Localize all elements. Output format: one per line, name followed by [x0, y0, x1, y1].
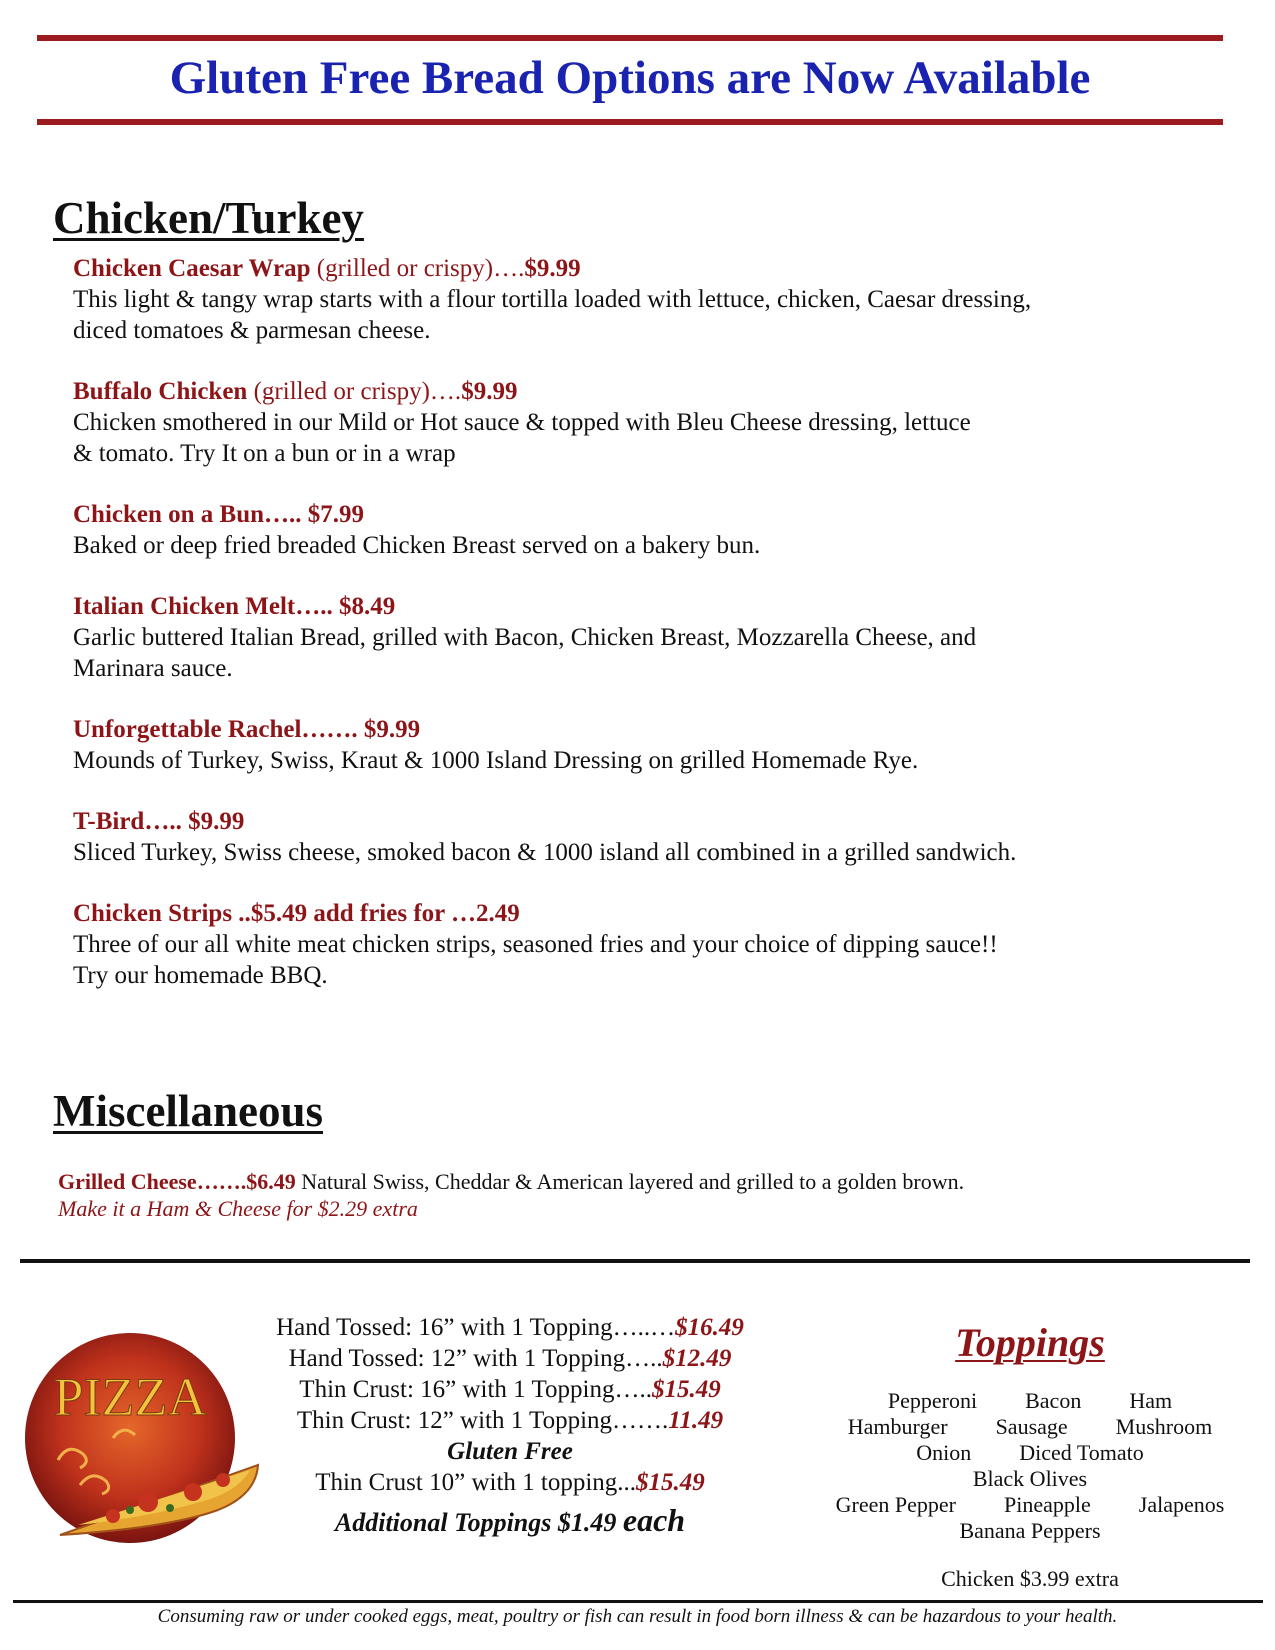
menu-item-description-line: Try our homemade BBQ.: [73, 962, 328, 989]
menu-item-heading: [73, 499, 1223, 530]
menu-item-heading: [73, 806, 1223, 837]
pizza-price-line: [205, 1343, 815, 1374]
toppings-panel: [810, 1318, 1250, 1592]
toppings-row: [810, 1440, 1250, 1466]
menu-item-description-line: Chicken smothered in our Mild or Hot sauce & topped with Bleu Cheese dressing, lettuce: [73, 409, 971, 436]
pizza-price-text: Thin Crust: 12” with 1 Topping…….: [296, 1407, 669, 1434]
misc-item-name: Grilled Cheese…….$6.49: [58, 1169, 296, 1194]
menu-item: [73, 591, 1223, 684]
additional-toppings-line: [205, 1498, 815, 1545]
menu-item: [73, 499, 1223, 561]
menu-item-heading: [73, 376, 1223, 407]
menu-item-name: Italian Chicken Melt…..: [73, 593, 339, 620]
pizza-price-line: [205, 1374, 815, 1405]
pizza-price-line: [205, 1312, 815, 1343]
pizza-price-amount: $15.49: [651, 1376, 721, 1403]
menu-item-name: Buffalo Chicken: [73, 378, 248, 405]
topping-item: Mushroom: [1115, 1414, 1213, 1439]
pizza-price-amount: 11.49: [668, 1407, 724, 1434]
menu-item-name: T-Bird…..: [73, 808, 189, 835]
gluten-free-price-amount: $15.49: [636, 1469, 705, 1496]
menu-item-heading: [73, 714, 1223, 745]
toppings-row: [810, 1388, 1250, 1414]
menu-item-description-line: This light & tangy wrap starts with a flour tortilla loaded with lettuce, chicken, Caesar dressing,: [73, 286, 1032, 313]
gluten-free-price-text: Thin Crust 10” with 1 topping...: [315, 1469, 637, 1496]
topping-item: Onion: [916, 1440, 972, 1465]
misc-item: [58, 1168, 1208, 1222]
topping-item: Pineapple: [1004, 1492, 1091, 1517]
toppings-list: [810, 1388, 1250, 1544]
menu-item-price: $9.99: [363, 716, 421, 743]
menu-item-description-line: Mounds of Turkey, Swiss, Kraut & 1000 Island Dressing on grilled Homemade Rye.: [73, 747, 919, 774]
footer-divider-rule: [13, 1600, 1263, 1603]
toppings-row: [810, 1466, 1250, 1492]
topping-item: Banana Peppers: [959, 1518, 1101, 1543]
menu-item-price: $8.49: [338, 593, 396, 620]
menu-item: [73, 714, 1223, 776]
topping-item: Bacon: [1025, 1388, 1082, 1413]
menu-item-name: Chicken Strips ..: [73, 900, 251, 927]
menu-item-price: $9.99: [461, 378, 518, 405]
misc-item-description: Natural Swiss, Cheddar & American layered and grilled to a golden brown.: [295, 1169, 965, 1194]
topping-item: Green Pepper: [835, 1492, 957, 1517]
banner-top-rule: [37, 35, 1223, 41]
topping-item: Ham: [1129, 1388, 1173, 1413]
menu-item-modifier: (grilled or crispy)….: [247, 378, 462, 405]
toppings-row: [810, 1518, 1250, 1544]
pizza-price-text: Hand Tossed: 16” with 1 Topping…..…: [276, 1314, 676, 1341]
section-title-chicken-turkey: Chicken/Turkey: [53, 193, 364, 243]
menu-item-modifier: (grilled or crispy)….: [310, 255, 525, 282]
topping-item: Diced Tomato: [1019, 1440, 1144, 1465]
misc-item-note: Make it a Ham & Cheese for $2.29 extra: [58, 1196, 418, 1221]
menu-item: [73, 898, 1223, 991]
menu-item-description-line: Garlic buttered Italian Bread, grilled with Bacon, Chicken Breast, Mozzarella Cheese, and: [73, 624, 977, 651]
pizza-price-list: [205, 1312, 815, 1545]
toppings-row: [810, 1414, 1250, 1440]
menu-item-description-line: diced tomatoes & parmesan cheese.: [73, 317, 431, 344]
pizza-logo-text: PIZZA: [53, 1367, 207, 1427]
pizza-divider-rule: [20, 1259, 1250, 1263]
menu-item-price: $7.99: [307, 501, 365, 528]
menu-item-heading: [73, 591, 1223, 622]
gluten-free-price-line: [205, 1467, 815, 1498]
topping-item: Black Olives: [972, 1466, 1088, 1491]
topping-item: Jalapenos: [1138, 1492, 1225, 1517]
pizza-price-text: Thin Crust: 16” with 1 Topping…..: [299, 1376, 652, 1403]
menu-item-name: Chicken on a Bun…..: [73, 501, 308, 528]
menu-item-price: $5.49 add fries for …2.49: [250, 900, 520, 927]
menu-item-price: $9.99: [524, 255, 581, 282]
menu-item-price: $9.99: [188, 808, 245, 835]
topping-item: Hamburger: [847, 1414, 948, 1439]
menu-item-description-line: Sliced Turkey, Swiss cheese, smoked bacon & 1000 island all combined in a grilled sandwich.: [73, 839, 1017, 866]
menu-item-description-line: Three of our all white meat chicken strips, seasoned fries and your choice of dipping sauce!!: [73, 931, 998, 958]
pizza-price-amount: $12.49: [662, 1345, 732, 1372]
menu-item: [73, 806, 1223, 868]
pizza-price-text: Hand Tossed: 12” with 1 Topping…..: [288, 1345, 663, 1372]
toppings-title: Toppings: [955, 1320, 1105, 1365]
topping-item: Pepperoni: [887, 1388, 978, 1413]
menu-item-name: Unforgettable Rachel…….: [73, 716, 364, 743]
banner-bottom-rule: [37, 119, 1223, 125]
menu-item-description-line: Baked or deep fried breaded Chicken Breast served on a bakery bun.: [73, 532, 761, 559]
menu-item-heading: [73, 253, 1223, 284]
pizza-price-line: [205, 1405, 815, 1436]
chicken-extra-note: Chicken $3.99 extra: [941, 1566, 1119, 1591]
health-warning: Consuming raw or under cooked eggs, meat, poultry or fish can result in food born illness & can be hazardous to your health.: [157, 1606, 1118, 1627]
menu-item-description-line: Marinara sauce.: [73, 655, 233, 682]
menu-item-name: Chicken Caesar Wrap: [73, 255, 311, 282]
banner-heading: Gluten Free Bread Options are Now Available: [169, 52, 1091, 104]
menu-item-description-line: & tomato. Try It on a bun or in a wrap: [73, 440, 456, 467]
gluten-free-label: Gluten Free: [447, 1438, 573, 1465]
menu-item: [73, 253, 1223, 346]
additional-toppings-each: each: [622, 1502, 686, 1538]
pizza-lines-group: [205, 1312, 815, 1436]
menu-item: [73, 376, 1223, 469]
menu-item-heading: [73, 898, 1223, 929]
pizza-price-amount: $16.49: [675, 1314, 744, 1341]
section-title-miscellaneous: Miscellaneous: [53, 1086, 323, 1136]
toppings-row: [810, 1492, 1250, 1518]
additional-toppings-text: Additional Toppings $1.49: [334, 1508, 623, 1537]
chicken-turkey-item-list: [73, 253, 1223, 1021]
topping-item: Sausage: [995, 1414, 1068, 1439]
